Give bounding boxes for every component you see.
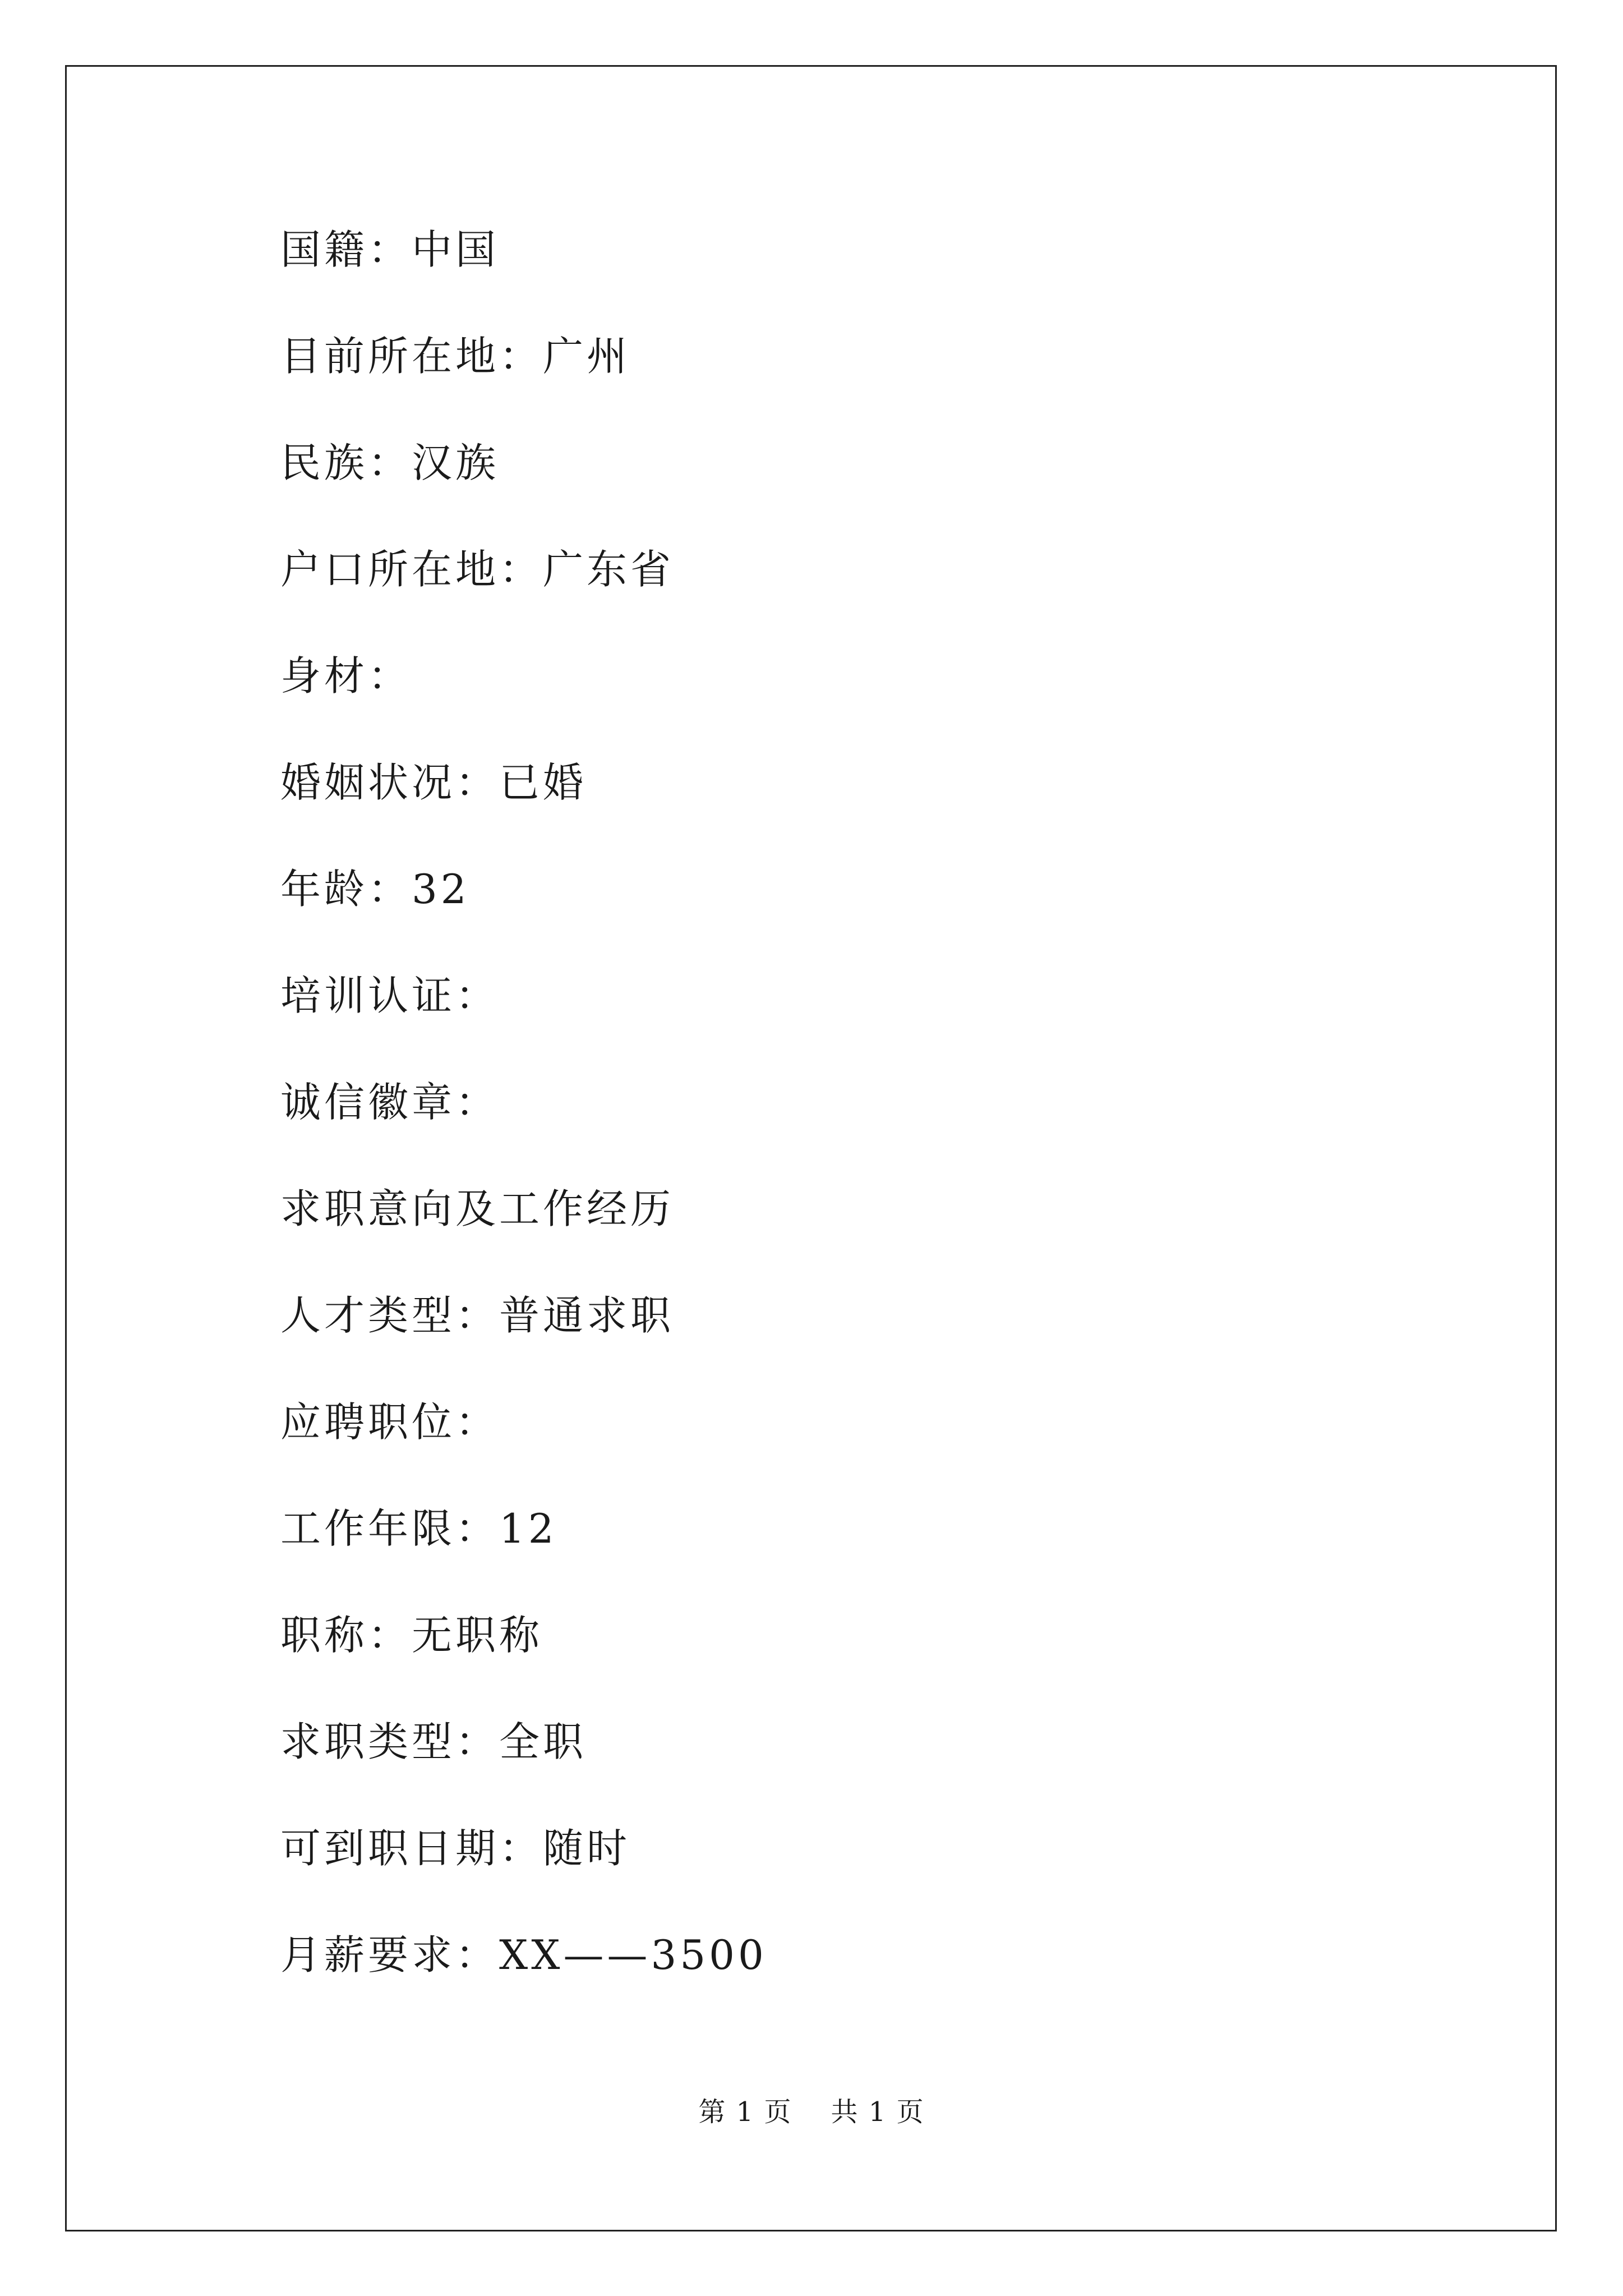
training-certification-line: 培训认证： [280, 972, 500, 1019]
marital-status-line: 婚姻状况：已婚 [280, 759, 587, 806]
integrity-badge-line: 诚信徽章： [280, 1079, 500, 1126]
salary-requirement-line: 月薪要求：XX——3500 [280, 1931, 767, 1978]
applied-position-line: 应聘职位： [280, 1398, 500, 1446]
work-years-line: 工作年限：12 [280, 1505, 557, 1552]
current-location-line: 目前所在地：广州 [280, 333, 631, 380]
page-number-footer: 第 1 页 共 1 页 [698, 2096, 925, 2128]
resume-content [280, 222, 767, 2033]
talent-type-line: 人才类型：普通求职 [280, 1292, 675, 1339]
nationality-line: 国籍：中国 [280, 226, 500, 273]
household-registration-line: 户口所在地：广东省 [280, 546, 675, 593]
ethnicity-line: 民族：汉族 [280, 439, 500, 486]
available-date-line: 可到职日期：随时 [280, 1825, 631, 1872]
body-line: 身材： [280, 652, 412, 700]
age-line: 年龄：32 [280, 866, 470, 913]
section-heading: 求职意向及工作经历 [280, 1185, 675, 1232]
job-type-line: 求职类型：全职 [280, 1718, 587, 1765]
job-title-line: 职称：无职称 [280, 1612, 543, 1659]
